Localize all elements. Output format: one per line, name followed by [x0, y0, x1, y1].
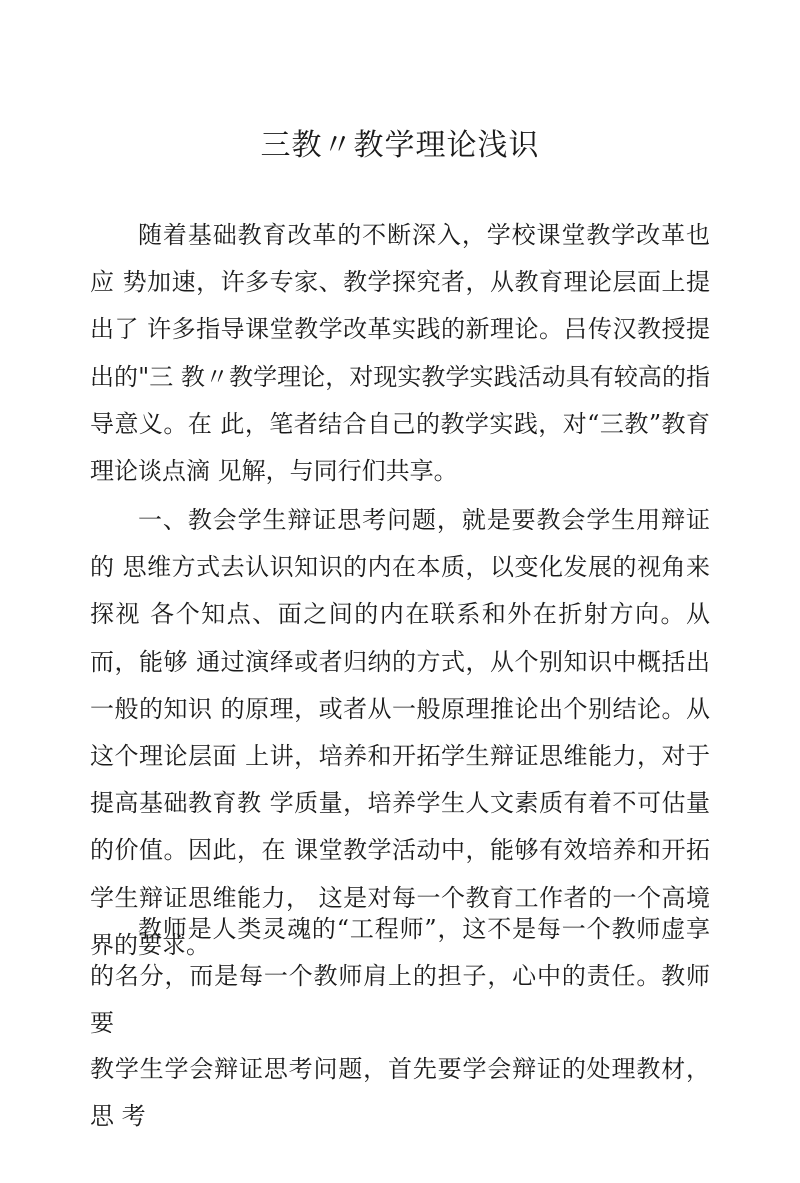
paragraph-intro: 随着基础教育改革的不断深入，学校课堂教学改革也应 势加速，许多专家、教学探究者，从教育理论层面上提出了 许多指导课堂教学改革实践的新理论。吕传汉教授提出的"三 教〃教学理论，对现实教学实践活动具有较高的指导意义。在 此，笔者结合自己的教学实践，对“三教”教育理论谈点滴 见解，与同行们共享。: [90, 221, 710, 486]
paragraph-teacher-role-block: [90, 906, 710, 1048]
paragraph-continuation: 教学生学会辩证思考问题，首先要学会辩证的处理教材，思 考: [90, 1055, 710, 1131]
paragraph-section-one-block: [90, 497, 710, 969]
document-title: 三教〃教学理论浅识: [260, 128, 540, 163]
paragraph-section-one: 一、教会学生辩证思考问题，就是要教会学生用辩证的 思维方式去认识知识的内在本质，以变化发展的视角来探视 各个知点、面之间的内在联系和外在折射方向。从而，能够 通过演绎或者归纳的方式，从个别知识中概括出一般的知识 的原理，或者从一般原理推论出个别结论。从这个理论层面 上讲，培养和开拓学生辩证思维能力，对于提高基础教育教 学质量，培养学生人文素质有着不可估量的价值。因此，在 课堂教学活动中，能够有效培养和开拓学生辩证思维能力， 这是对每一个教育工作者的一个高境界的要求。: [90, 506, 710, 959]
paragraph-intro-block: [90, 212, 710, 495]
paragraph-teacher-role: 教师是人类灵魂的“工程师”，这不是每一个教师虚享 的名分，而是每一个教师肩上的担子，心中的责任。教师要: [90, 915, 710, 1038]
paragraph-continuation-block: [90, 1046, 710, 1140]
